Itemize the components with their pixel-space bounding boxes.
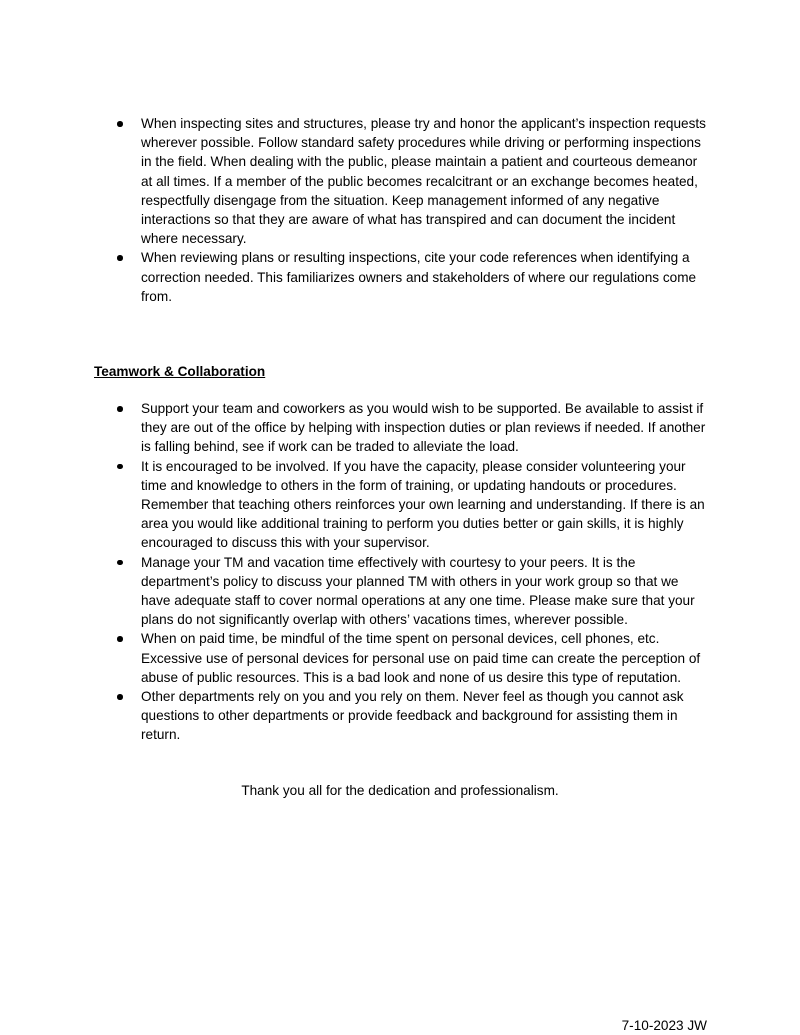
list-item xyxy=(0,629,800,687)
bullet-icon xyxy=(117,255,123,261)
bullet-icon xyxy=(117,121,123,127)
list-item-text: When on paid time, be mindful of the time spent on personal devices, cell phones, etc. Excessive use of personal devices for personal use on paid time can create the perception of abuse of public resources. This is a bad look and none of us desire this type of reputation. xyxy=(141,631,701,685)
bullet-icon xyxy=(117,560,123,566)
intro-bullet-list xyxy=(0,114,800,306)
list-item xyxy=(0,248,800,306)
list-item-text: Support your team and coworkers as you would wish to be supported. Be available to assist if they are out of the office by helping with inspection duties or plan reviews if needed. If another is falling behind, see if work can be traded to alleviate the load. xyxy=(141,401,706,455)
list-item-text: When inspecting sites and structures, please try and honor the applicant’s inspection requests wherever possible. Follow standard safety procedures while driving or performing inspections in the field. When dealing with the public, please maintain a patient and courteous demeanor at all times. If a member of the public becomes recalcitrant or an exchange becomes heated, respectfully disengage from the situation. Keep management informed of any negative interactions so that they are aware of what has transpired and can document the incident where necessary. xyxy=(141,116,706,247)
list-item-text: Other departments rely on you and you rely on them. Never feel as though you cannot ask questions to other departments or provide feedback and background for assisting them in return. xyxy=(141,689,684,743)
section-heading: Teamwork & Collaboration xyxy=(94,364,266,379)
list-item xyxy=(0,114,800,248)
list-item-text: When reviewing plans or resulting inspections, cite your code references when identifying a correction needed. This familiarizes owners and stakeholders of where our regulations come from. xyxy=(141,250,697,304)
teamwork-bullet-list xyxy=(0,399,800,745)
list-item xyxy=(0,553,800,630)
footer-date-initials: 7-10-2023 JW xyxy=(621,1018,707,1033)
closing-line: Thank you all for the dedication and professionalism. xyxy=(241,783,559,798)
list-item xyxy=(0,399,800,457)
bullet-icon xyxy=(117,636,123,642)
list-item xyxy=(0,687,800,745)
bullet-icon xyxy=(117,464,123,470)
bullet-icon xyxy=(117,694,123,700)
list-item-text: It is encouraged to be involved. If you have the capacity, please consider volunteering your time and knowledge to others in the form of training, or updating handouts or procedures. Remember that teaching others reinforces your own learning and understanding. If there is an area you would like additional training to perform you duties better or gain skills, it is highly encouraged to discuss this with your supervisor. xyxy=(141,458,705,551)
bullet-icon xyxy=(117,406,123,412)
list-item xyxy=(0,457,800,553)
list-item-text: Manage your TM and vacation time effectively with courtesy to your peers. It is the department’s policy to discuss your planned TM with others in your work group so that we have adequate staff to cover normal operations at any one time. Please make sure that your plans do not significantly overlap with others’ vacations times, wherever possible. xyxy=(141,554,695,628)
